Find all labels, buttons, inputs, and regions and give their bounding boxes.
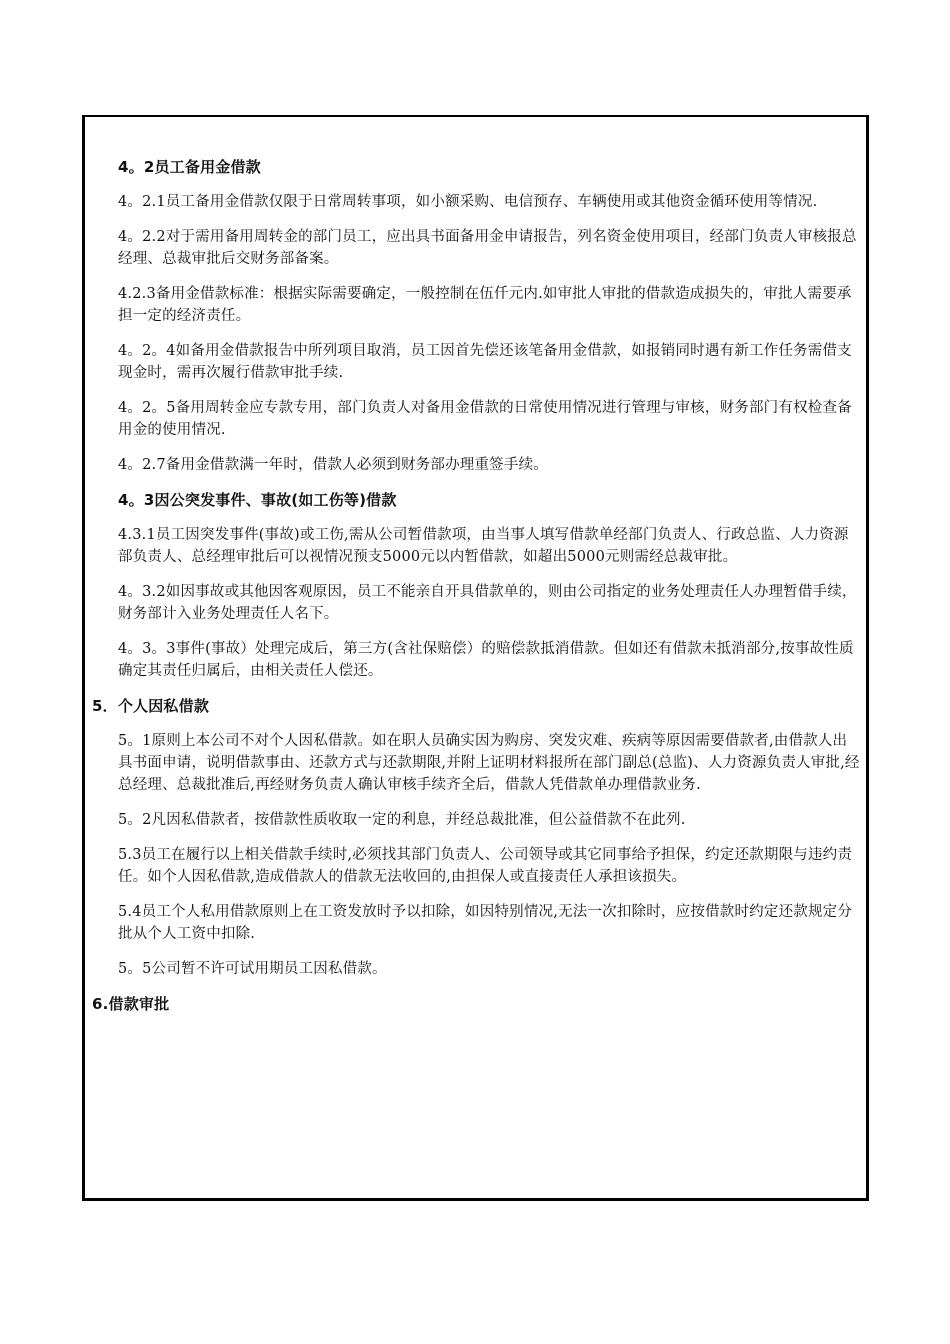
paragraph-4-2-7: 4。2.7备用金借款满一年时，借款人必须到财务部办理重签手续。 bbox=[118, 457, 548, 473]
subheading-4-2: 4。2员工备用金借款 bbox=[118, 158, 261, 176]
paragraph-5-4: 5.4员工个人私用借款原则上在工资发放时予以扣除，如因特别情况,无法一次扣除时，应按借款时约定还款规定分批从个人工资中扣除. bbox=[118, 904, 853, 942]
paragraph-4-2-3: 4.2.3备用金借款标准：根据实际需要确定，一般控制在伍仟元内.如审批人审批的借款造成损失的，审批人需要承担一定的经济责任。 bbox=[118, 286, 852, 324]
paragraph-4-2-5: 4。2。5备用周转金应专款专用，部门负责人对备用金借款的日常使用情况进行管理与审核，财务部门有权检查备用金的使用情况. bbox=[118, 400, 852, 438]
paragraph-4-2-2: 4。2.2对于需用备用周转金的部门员工，应出具书面备用金申请报告，列名资金使用项目，经部门负责人审核报总经理、总裁审批后交财务部备案。 bbox=[118, 229, 857, 267]
paragraph-5-2: 5。2凡因私借款者，按借款性质收取一定的利息，并经总裁批准，但公益借款不在此列. bbox=[118, 812, 686, 828]
paragraph-5-5: 5。5公司暂不许可试用期员工因私借款。 bbox=[118, 961, 387, 977]
subheading-4-3: 4。3因公突发事件、事故(如工伤等)借款 bbox=[118, 491, 397, 509]
paragraph-4-2-4: 4。2。4如备用金借款报告中所列项目取消，员工因首先偿还该笔备用金借款，如报销同时遇有新工作任务需借支现金时，需再次履行借款审批手续. bbox=[118, 343, 852, 381]
paragraph-5-1: 5。1原则上本公司不对个人因私借款。如在职人员确实因为购房、突发灾难、疾病等原因需要借款者,由借款人出具书面申请，说明借款事由、还款方式与还款期限,并附上证明材料报所在部门副总(总监)、人力资源负责人审批,经总经理、总裁批准后,再经财务负责人确认审核手续齐全后，借款人凭借款单办理借款业务. bbox=[118, 733, 860, 793]
paragraph-4-3-3: 4。3。3事件(事故）处理完成后，第三方(含社保赔偿）的赔偿款抵消借款。但如还有借款未抵消部分,按事故性质确定其责任归属后，由相关责任人偿还。 bbox=[118, 641, 854, 679]
paragraph-4-2-1: 4。2.1员工备用金借款仅限于日常周转事项，如小额采购、电信预存、车辆使用或其他资金循环使用等情况. bbox=[118, 194, 818, 210]
document-body bbox=[88, 156, 860, 1028]
paragraph-4-3-2: 4。3.2如因事故或其他因客观原因，员工不能亲自开具借款单的，则由公司指定的业务处理责任人办理暂借手续，财务部计入业务处理责任人名下。 bbox=[118, 584, 857, 622]
section-heading-5: 5．个人因私借款 bbox=[92, 697, 210, 715]
section-heading-6: 6.借款审批 bbox=[92, 995, 170, 1013]
paragraph-4-3-1: 4.3.1员工因突发事件(事故)或工伤,需从公司暂借款项，由当事人填写借款单经部门负责人、行政总监、人力资源部负责人、总经理审批后可以视情况预支5000元以内暂借款，如超出5000元则需经总裁审批。 bbox=[118, 527, 849, 565]
paragraph-5-3: 5.3员工在履行以上相关借款手续时,必须找其部门负责人、公司领导或其它同事给予担保，约定还款期限与违约责任。如个人因私借款,造成借款人的借款无法收回的,由担保人或直接责任人承担该损失。 bbox=[118, 847, 853, 885]
